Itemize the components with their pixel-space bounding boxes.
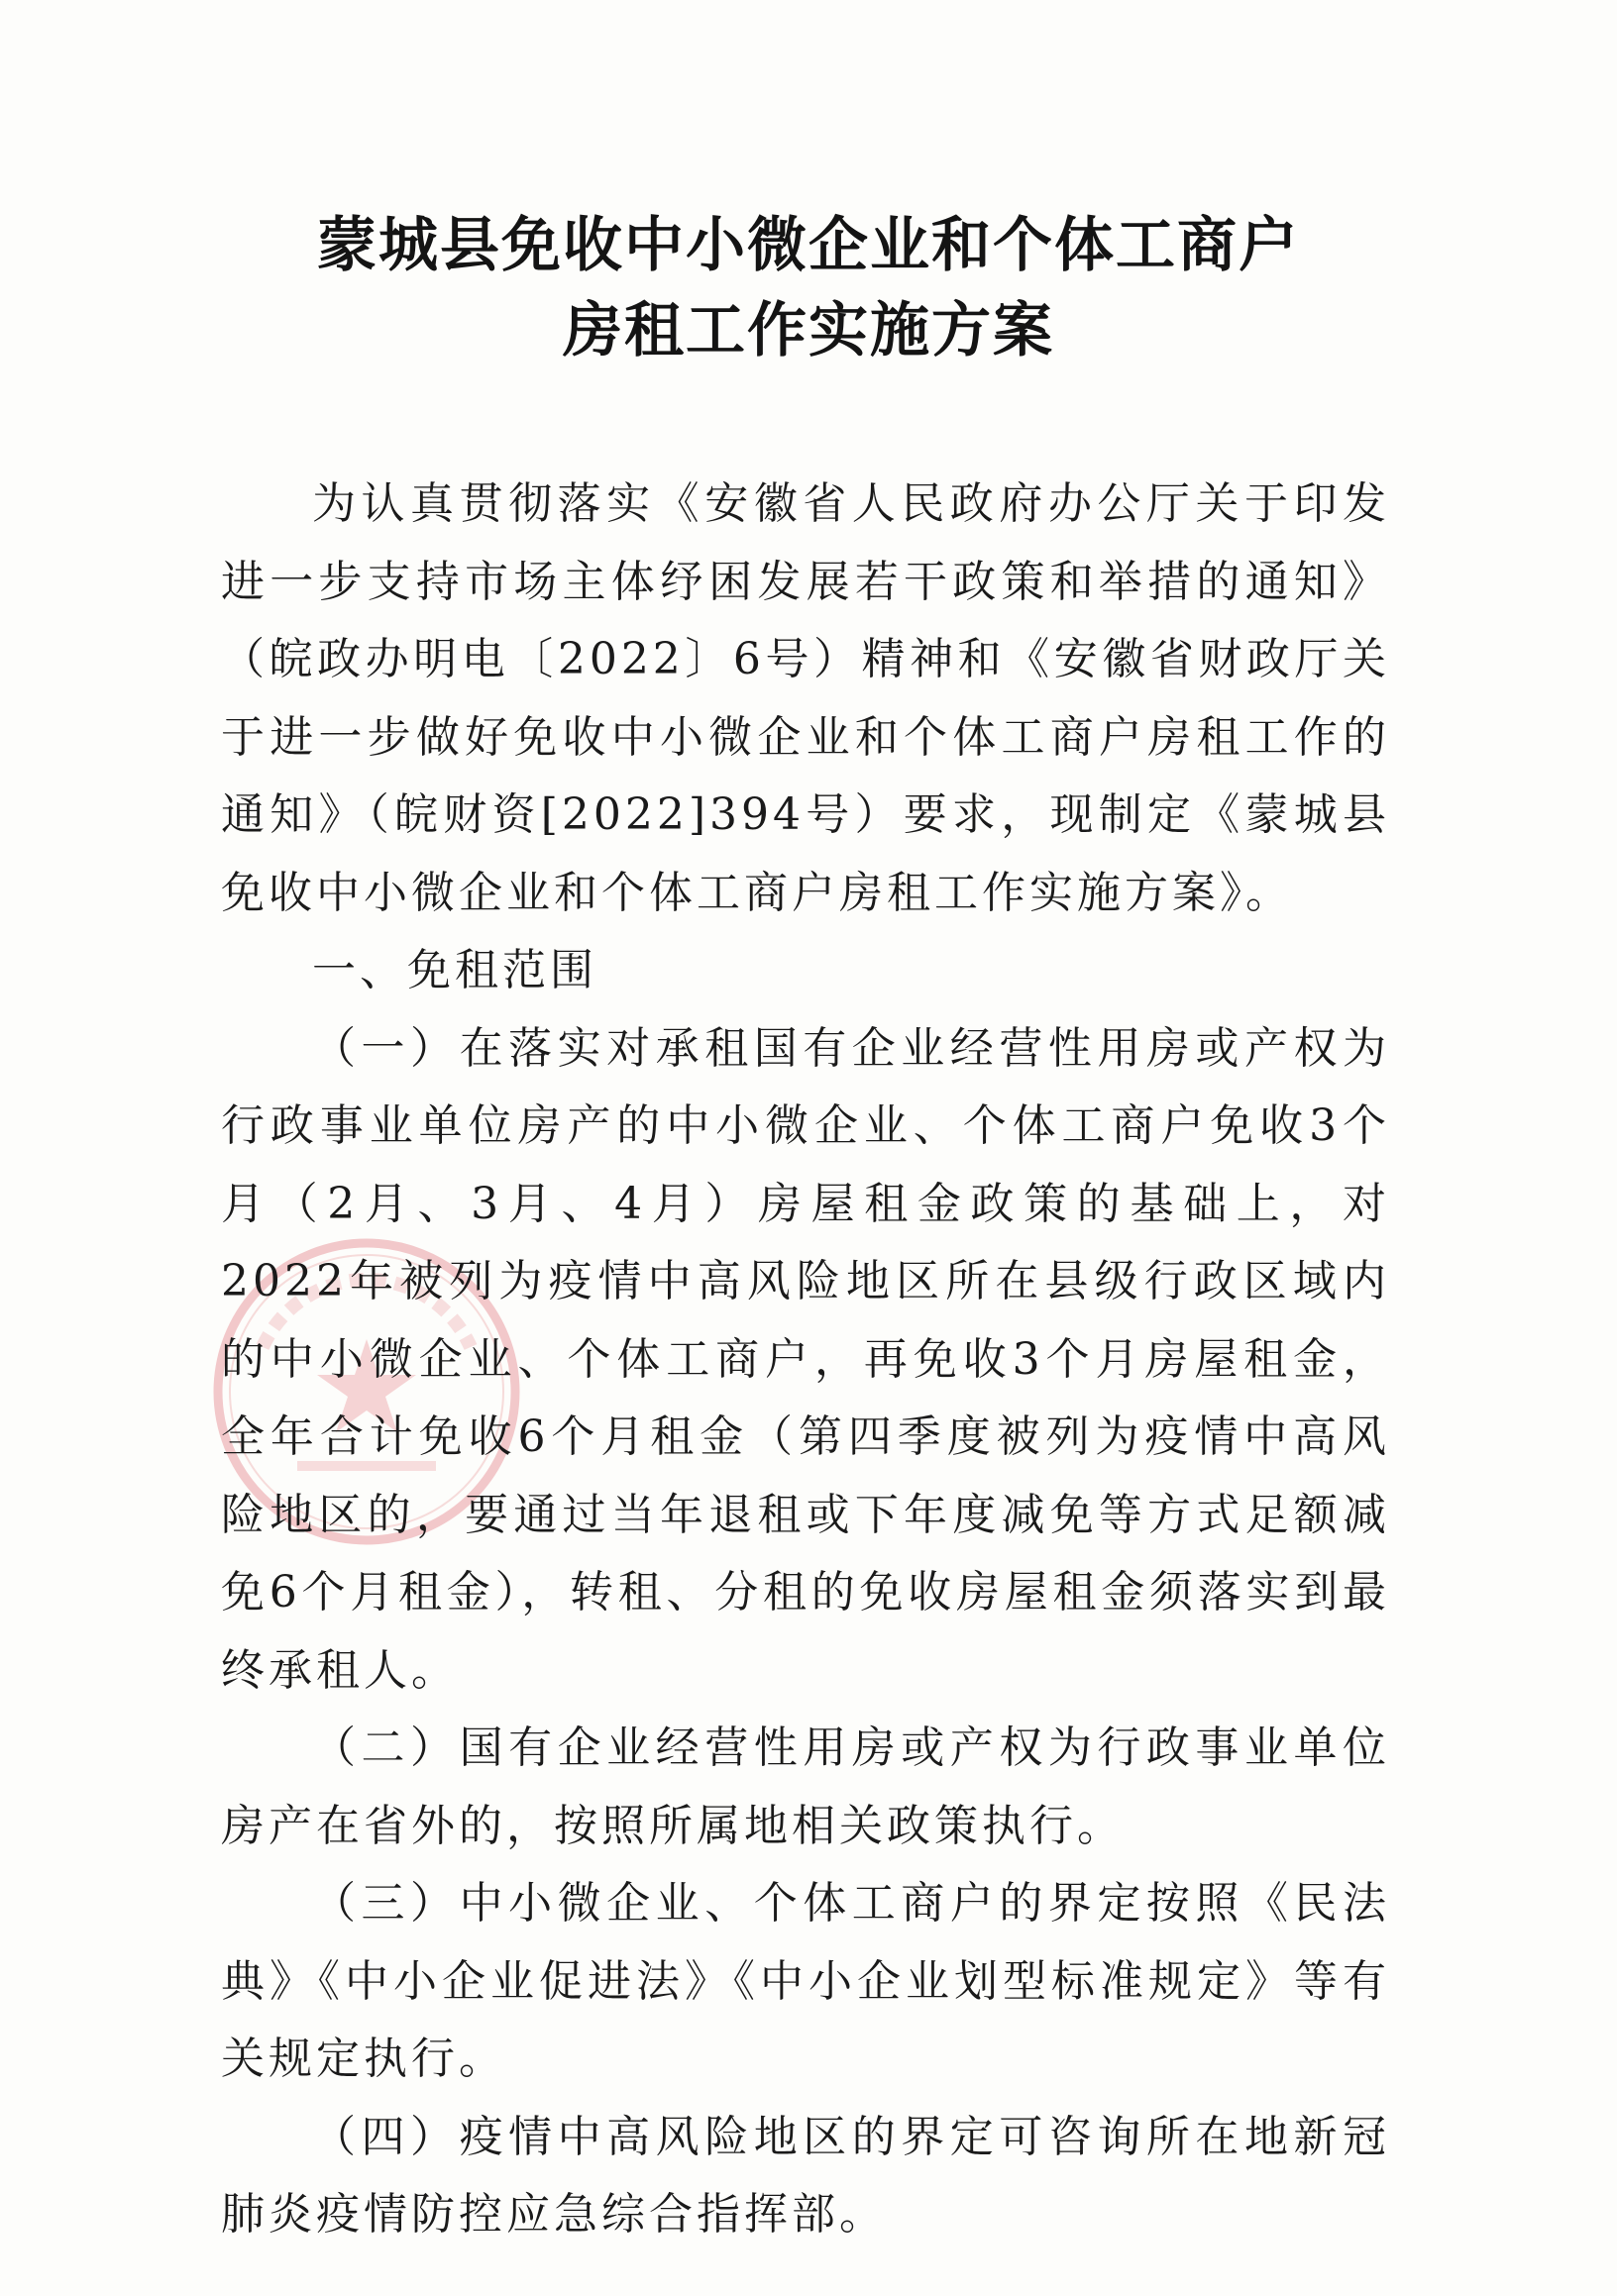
scope-item-4: （四）疫情中高风险地区的界定可咨询所在地新冠肺炎疫情防控应急综合指挥部。 [221, 2111, 1390, 2240]
document-title [159, 203, 1458, 373]
scope-item-1: （一）在落实对承租国有企业经营性用房或产权为行政事业单位房产的中小微企业、个体工商户免收3个月（2月、3月、4月）房屋租金政策的基础上，对2022年被列为疫情中高风险地区所在县级行政区域内的中小微企业、个体工商户，再免收3个月房屋租金，全年合计免收6个月租金（第四季度被列为疫情中高风险地区的，要通过当年退租或下年度减免等方式足额减免6个月租金），转租、分租的免收房屋租金须落实到最终承租人。 [221, 1022, 1390, 1696]
title-line-1: 蒙城县免收中小微企业和个体工商户 [317, 211, 1300, 280]
section-heading-rent-exemption-scope: 一、免租范围 [312, 945, 597, 995]
document-body [221, 466, 1390, 2254]
title-line-2: 房租工作实施方案 [563, 296, 1054, 365]
scope-item-3: （三）中小微企业、个体工商户的界定按照《民法典》《中小企业促进法》《中小企业划型标准规定》等有关规定执行。 [221, 1878, 1390, 2084]
scope-item-2: （二）国有企业经营性用房或产权为行政事业单位房产在省外的，按照所属地相关政策执行。 [221, 1722, 1390, 1851]
intro-paragraph: 为认真贯彻落实《安徽省人民政府办公厅关于印发进一步支持市场主体纾困发展若干政策和举措的通知》（皖政办明电〔2022〕6号）精神和《安徽省财政厅关于进一步做好免收中小微企业和个体工商户房租工作的通知》（皖财资[2022]394号）要求，现制定《蒙城县免收中小微企业和个体工商户房租工作实施方案》。 [221, 478, 1390, 918]
